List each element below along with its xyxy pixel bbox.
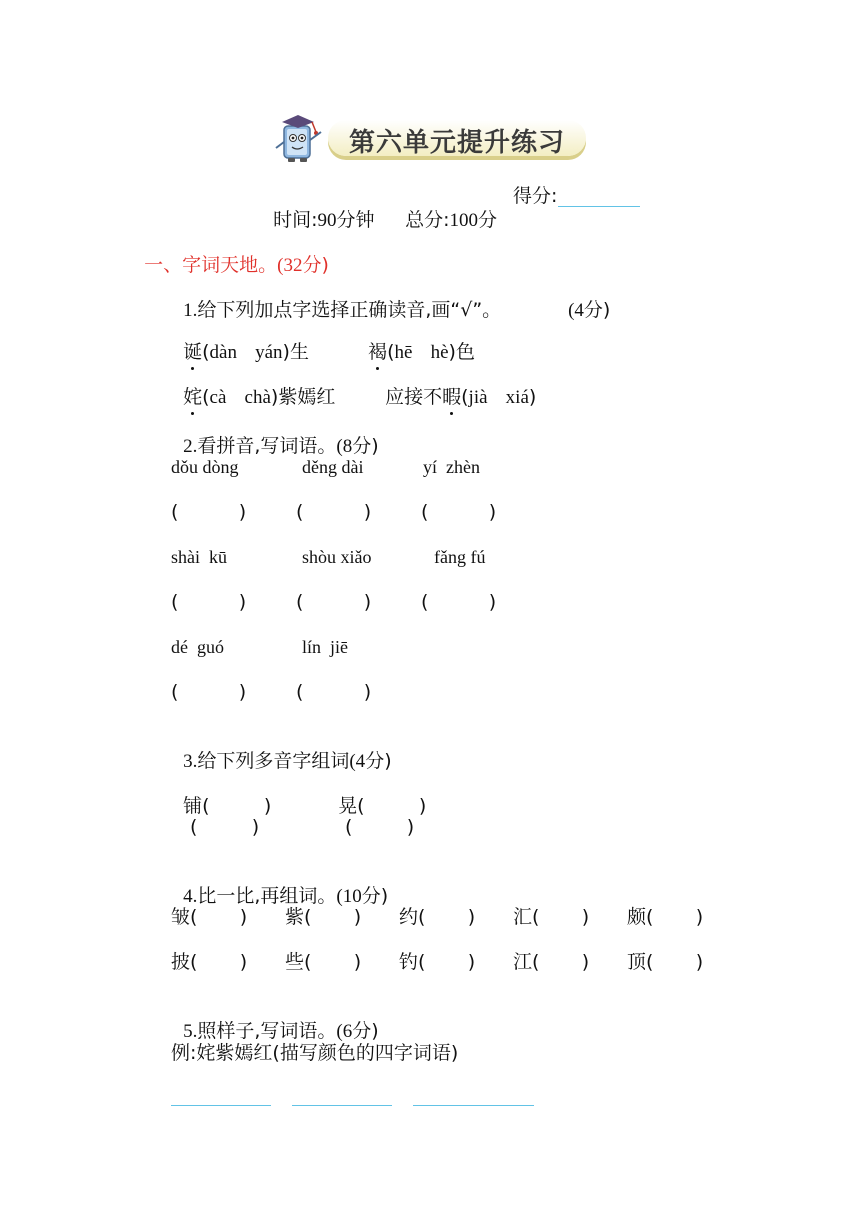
q1-score-value: (4 [568,300,584,321]
q2-score-unit: 分) [352,435,379,457]
polyphone-row-1 [171,770,271,818]
q4-score-value: (10 [336,886,362,907]
answer-bracket[interactable]: ( ) [304,951,362,973]
total-info [393,184,497,233]
answer-bracket[interactable]: ( ) [357,795,427,817]
paren-open: ( [387,341,395,363]
answer-line[interactable] [292,1105,392,1106]
compare-char: 紫 [285,906,305,928]
pinyin-prompt: shòu xiǎo [302,547,372,567]
q4-text: 比一比,再组词。 [197,885,337,907]
q3-score-unit: 分) [365,750,392,772]
section-title: 字词天地。 [182,254,278,276]
q1-score [556,274,610,323]
q1-score-unit: 分) [583,299,611,321]
answer-bracket[interactable]: ( ) [646,951,704,973]
word-rest: 生 [289,341,309,363]
pinyin-prompt: shài kū [171,547,227,567]
paren-open: ( [202,386,210,408]
paren-close: ) [282,341,290,363]
answer-bracket[interactable]: ( ) [418,951,476,973]
dotted-char: 姹 [183,386,203,408]
q1-item-1 [171,316,309,365]
pinyin-option[interactable]: cà [209,387,227,408]
dotted-char: 暇 [442,386,462,408]
header-info [261,184,375,233]
score-label: 得分: [513,185,558,207]
q5-heading [171,995,379,1044]
answer-bracket[interactable]: ( ) [190,951,248,973]
q2-text: 看拼音,写词语。 [197,435,337,457]
answer-bracket[interactable]: ( ) [171,501,247,523]
title-banner [328,120,586,156]
compare-item [399,950,475,974]
dotted-char: 褐 [368,341,388,363]
answer-bracket[interactable]: ( ) [190,906,248,928]
q3-text: 给下列多音字组词 [197,750,350,772]
answer-bracket[interactable]: ( ) [646,906,704,928]
compare-char: 汇 [513,906,533,928]
polyphone-char: 铺 [183,795,203,817]
section-heading [132,229,329,278]
q4-score-unit: 分) [361,885,389,907]
q3-heading [171,725,392,774]
word-pre: 应接不 [385,386,443,408]
title-mascot-icon [272,110,328,164]
compare-char: 顶 [627,951,647,973]
paren-close: ) [270,386,279,408]
dotted-char: 诞 [183,341,203,363]
compare-item [171,905,247,929]
answer-bracket[interactable]: ( ) [304,906,362,928]
answer-bracket[interactable]: ( ) [345,816,415,838]
total-value: 100 [449,210,478,231]
answer-bracket[interactable]: ( ) [202,795,272,817]
answer-bracket[interactable]: ( ) [532,906,590,928]
compare-char: 皱 [171,906,191,928]
total-label: 总分: [405,209,450,231]
section-number: 一、 [144,254,183,276]
pinyin-option[interactable]: hè [430,342,449,363]
compare-char: 颇 [627,906,647,928]
compare-char: 些 [285,951,305,973]
section-score-unit: 分) [302,254,329,276]
pinyin-prompt: yí zhèn [423,457,480,477]
q1-item-4 [373,361,536,410]
answer-bracket[interactable]: ( ) [418,906,476,928]
compare-char: 钓 [399,951,419,973]
pinyin-option[interactable]: xiá [505,387,529,408]
answer-bracket[interactable]: ( ) [171,591,247,613]
q5-example: 例:姹紫嫣红(描写颜色的四字词语) [171,1042,459,1064]
pinyin-prompt: děng dài [302,457,364,477]
section-score: (32 [277,255,303,276]
q1-text: 给下列加点字选择正确读音,画“√”。 [197,299,502,321]
compare-item [513,905,589,929]
compare-char: 江 [513,951,533,973]
compare-item [513,950,589,974]
q3-number: 3. [183,751,198,772]
word-rest: 紫嫣红 [278,386,336,408]
compare-item [627,950,703,974]
compare-char: 约 [399,906,419,928]
answer-bracket[interactable]: ( ) [190,816,260,838]
compare-item [399,905,475,929]
paren-close: ) [528,386,537,408]
pinyin-option[interactable]: dàn [209,342,237,363]
compare-item [285,905,361,929]
answer-bracket[interactable]: ( ) [296,681,372,703]
q1-item-2 [356,316,475,365]
answer-bracket[interactable]: ( ) [296,501,372,523]
time-unit: 分钟 [336,209,375,231]
paren-open: ( [202,341,210,363]
answer-bracket[interactable]: ( ) [296,591,372,613]
answer-bracket[interactable]: ( ) [421,591,497,613]
q5-score-unit: 分) [352,1020,379,1042]
paren-open: ( [461,386,469,408]
pinyin-prompt: dé guó [171,637,224,657]
q4-number: 4. [183,886,198,907]
polyphone-char: 晃 [338,795,358,817]
answer-line[interactable] [413,1105,534,1106]
q2-number: 2. [183,436,198,457]
q4-heading [171,860,388,909]
total-unit: 分 [478,209,498,231]
compare-item [171,950,247,974]
page-title: 第六单元提升练习 [348,128,565,158]
pinyin-option[interactable]: hē [394,342,413,363]
pinyin-option[interactable]: yán [255,342,283,363]
answer-bracket[interactable]: ( ) [171,681,247,703]
answer-line[interactable] [171,1105,271,1106]
q1-number: 1. [183,300,198,321]
pinyin-prompt: fǎng fú [434,547,486,567]
polyphone-row-1b [326,770,426,818]
q5-score-value: (6 [336,1021,353,1042]
compare-char: 披 [171,951,191,973]
q2-score-value: (8 [336,436,353,457]
answer-bracket[interactable]: ( ) [532,951,590,973]
q5-text: 照样子,写词语。 [197,1020,337,1042]
q2-heading [171,410,379,459]
score-blank[interactable] [558,206,640,207]
compare-item [285,950,361,974]
time-label: 时间: [273,209,318,231]
pinyin-prompt: dǒu dòng [171,457,239,477]
pinyin-prompt: lín jiē [302,637,348,657]
q3-score-value: (4 [349,751,366,772]
pinyin-option[interactable]: jià [468,387,488,408]
answer-bracket[interactable]: ( ) [421,501,497,523]
q1-item-3 [171,361,335,410]
time-value: 90 [317,210,337,231]
pinyin-option[interactable]: chà [244,387,271,408]
compare-item [627,905,703,929]
paren-close: ) [448,341,456,363]
word-rest: 色 [455,341,475,363]
q5-number: 5. [183,1021,198,1042]
